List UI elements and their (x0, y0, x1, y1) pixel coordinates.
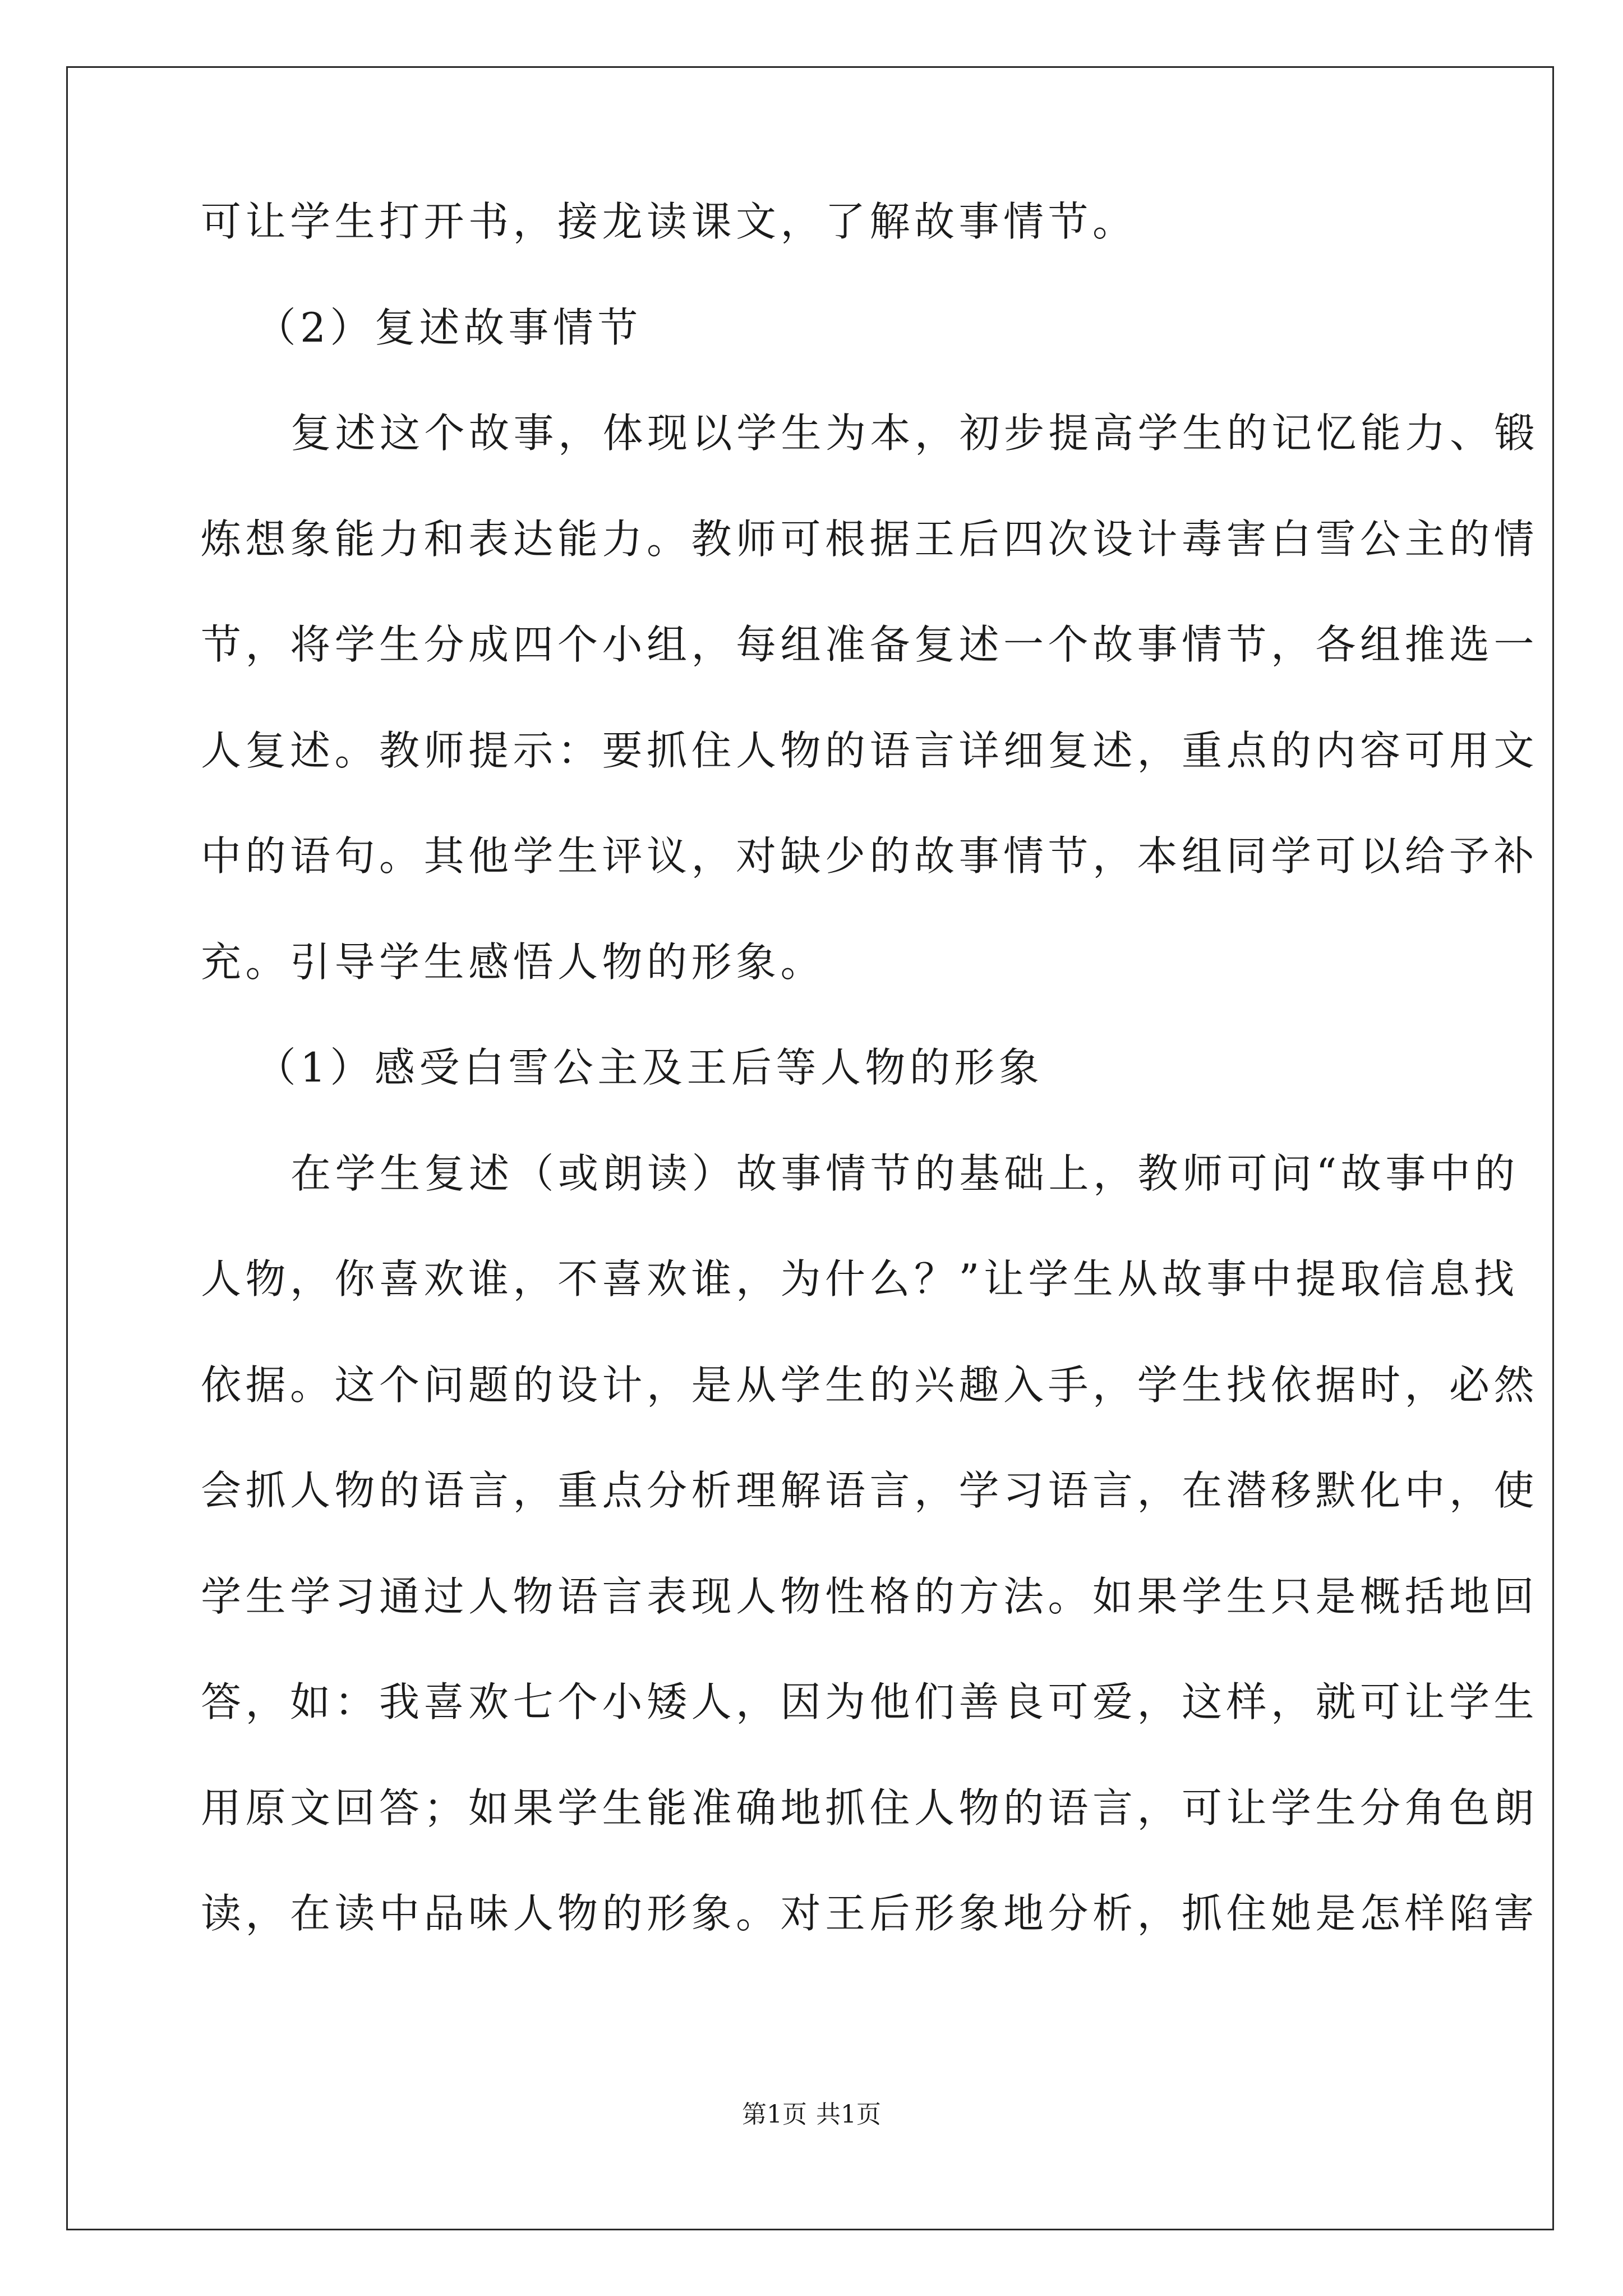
page-number: 第1页 (742, 2100, 807, 2129)
text-line: 人物，你喜欢谁，不喜欢谁，为什么？”让学生从故事中提取信息找 (201, 1255, 1519, 1303)
text-line: 中的语句。其他学生评议，对缺少的故事情节，本组同学可以给予补 (201, 832, 1539, 880)
text-line: 节，将学生分成四个小组，每组准备复述一个故事情节，各组推选一 (201, 621, 1539, 668)
text-line: 人复述。教师提示：要抓住人物的语言详细复述，重点的内容可用文 (201, 726, 1539, 774)
text-line: 读，在读中品味人物的形象。对王后形象地分析，抓住她是怎样陷害 (201, 1890, 1539, 1937)
text-line: 可让学生打开书，接龙读课文，了解故事情节。 (201, 198, 1137, 245)
page-total: 共1页 (816, 2100, 881, 2129)
text-line: 充。引导学生感悟人物的形象。 (201, 938, 826, 986)
text-line: 炼想象能力和表达能力。教师可根据王后四次设计毒害白雪公主的情 (201, 515, 1539, 563)
text-line: 复述这个故事，体现以学生为本，初步提高学生的记忆能力、锻 (291, 409, 1539, 457)
text-line: 在学生复述（或朗读）故事情节的基础上，教师可问“故事中的 (291, 1149, 1519, 1197)
page-footer (0, 2098, 1623, 2132)
text-line: 用原文回答；如果学生能准确地抓住人物的语言，可让学生分角色朗 (201, 1784, 1539, 1832)
text-line: 学生学习通过人物语言表现人物性格的方法。如果学生只是概括地回 (201, 1572, 1539, 1620)
section-heading: （1）感受白雪公主及王后等人物的形象 (255, 1044, 1044, 1091)
text-line: 依据。这个问题的设计，是从学生的兴趣入手，学生找依据时，必然 (201, 1361, 1539, 1409)
text-line: 答，如：我喜欢七个小矮人，因为他们善良可爱，这样，就可让学生 (201, 1678, 1539, 1726)
text-line: 会抓人物的语言，重点分析理解语言，学习语言，在潜移默化中，使 (201, 1467, 1539, 1514)
section-heading: （2）复述故事情节 (255, 303, 642, 351)
